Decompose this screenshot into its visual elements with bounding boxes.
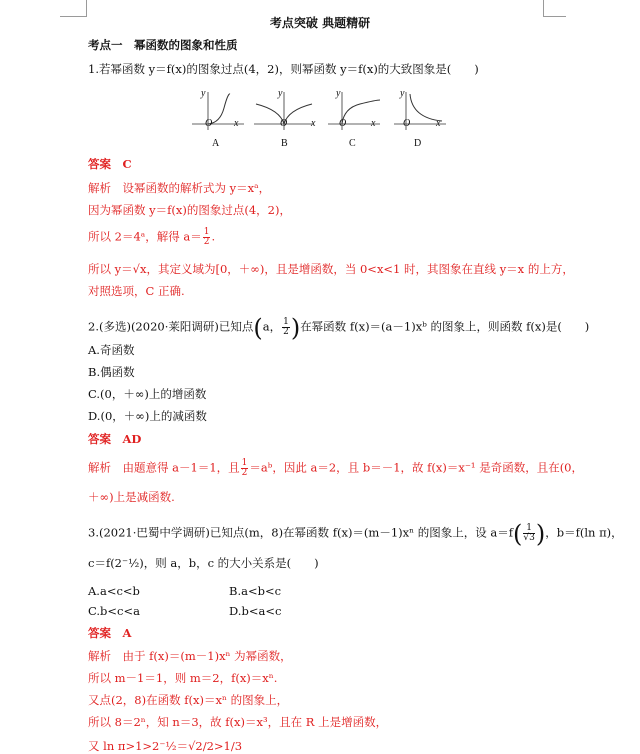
q2-solution-line-2: ＋∞)上是减函数.	[88, 490, 175, 504]
option-label-c: C	[349, 138, 356, 149]
q3-answer: 答案 A	[88, 626, 132, 640]
q2-sol-b: ＝aᵇ，因此 a＝2，且 b＝－1，故 f(x)＝x⁻¹ 是奇函数，且在(0，	[249, 460, 584, 475]
q1-stem: 1.若幂函数 y＝f(x)的图象过点(4，2)，则幂函数 y＝f(x)的大致图象是( )	[88, 62, 479, 76]
q2-choice-d: D.(0，＋∞)上的减函数	[88, 409, 207, 423]
q3-stem-b: ，b＝f(ln π)，	[545, 525, 623, 540]
q2-stem-b: 在幂函数 f(x)＝(a－1)xᵇ 的图象上，则函数 f(x)是( )	[300, 319, 590, 334]
q2-choice-c: C.(0，＋∞)上的增函数	[88, 387, 207, 401]
option-label-b: B	[281, 138, 288, 149]
q3-stem-line-2: c＝f(2⁻½)，则 a，b，c 的大小关系是( )	[88, 556, 319, 570]
q1-solution-line-1: 解析 设幂函数的解析式为 y＝xᵃ，	[88, 181, 271, 195]
q3-solution-line-3: 又点(2，8)在函数 f(x)＝xⁿ 的图象上，	[88, 693, 289, 707]
section-heading: 考点一 幂函数的图象和性质	[88, 38, 238, 52]
q3-solution-line-4: 所以 8＝2ⁿ，知 n＝3，故 f(x)＝x³，且在 R 上是增函数，	[88, 715, 388, 729]
q2-stem: 2.(多选)(2020·莱阳调研)已知点(a， $\frac{1}{2}$ )在幂函数 f(x)＝(a－1)xᵇ 的图象上，则函数 f(x)是( )	[88, 313, 590, 342]
q3-choice-b: B.a<b<c	[229, 584, 282, 598]
q2-answer: 答案 AD	[88, 432, 142, 446]
q3-choice-d: D.b<a<c	[229, 604, 282, 618]
graph-b-origin: O	[280, 118, 288, 129]
q1-solution-line-4: 所以 y＝√x，其定义域为[0，＋∞)，且是增函数，当 0<x<1 时，其图象在直线 y＝x 的上方，	[88, 262, 574, 276]
q3-solution-line-2: 所以 m－1＝1，则 m＝2，f(x)＝xⁿ.	[88, 671, 278, 685]
q2-sol-fraction: $\frac{1}{2}$	[241, 458, 248, 478]
option-label-a: A	[212, 138, 220, 149]
graph-a-origin: O	[205, 118, 213, 129]
graph-d-x-label: x	[436, 118, 441, 129]
graph-d-origin: O	[403, 118, 411, 129]
q2-choice-a: A.奇函数	[88, 343, 135, 357]
graph-c-y-label: y	[336, 88, 341, 99]
q3-stem-line-1: 3.(2021·巴蜀中学调研)已知点(m，8)在幂函数 f(x)＝(m－1)xⁿ 的图象上，设 a＝f( $\frac{1}{√3}$ )，b＝f(ln π)，	[88, 519, 623, 548]
q1-solution-line-2: 因为幂函数 y＝f(x)的图象过点(4，2)，	[88, 203, 291, 217]
q2-point-fraction: $\frac{1}{2}$	[283, 317, 289, 337]
q1-option-graphs	[190, 90, 450, 154]
page-title: 考点突破 典题精研	[269, 16, 371, 30]
graph-a-x-label: x	[234, 118, 239, 129]
q1-solution-line-3: 所以 2＝4ᵃ，解得 a＝ $\frac{1}{2}$ .	[88, 227, 216, 247]
option-label-d: D	[414, 138, 422, 149]
q3-choice-a: A.a<c<b	[88, 584, 140, 598]
q3-choice-c: C.b<c<a	[88, 604, 140, 618]
q1-solution-line-5: 对照选项，C 正确.	[88, 284, 185, 298]
q2-solution-line-1	[88, 459, 583, 478]
q3-stem-a: 3.(2021·巴蜀中学调研)已知点(m，8)在幂函数 f(x)＝(m－1)xⁿ 的图象上，设 a＝f	[88, 525, 514, 540]
graph-c-x-label: x	[371, 118, 376, 129]
q1-solution-line-3-text: 所以 2＝4ᵃ，解得 a＝	[88, 229, 202, 244]
q3-solution-line-5: 又 ln π>1>2⁻½＝√2/2>1/3	[88, 739, 243, 753]
graph-b-y-label: y	[278, 88, 283, 99]
q2-choice-b: B.偶函数	[88, 365, 135, 379]
q1-answer: 答案 C	[88, 157, 132, 171]
q2-sol-a: 解析 由题意得 a－1＝1，且	[88, 460, 240, 475]
graph-a-y-label: y	[201, 88, 206, 99]
graph-b-x-label: x	[311, 118, 316, 129]
q3-fraction: $\frac{1}{√3}$	[523, 523, 535, 543]
fraction-one-half: $\frac{1}{2}$	[203, 227, 210, 247]
q2-stem-a: 2.(多选)(2020·莱阳调研)已知点	[88, 319, 254, 334]
q3-solution-line-1: 解析 由于 f(x)＝(m－1)xⁿ 为幂函数，	[88, 649, 292, 663]
q2-point-a: a，	[262, 319, 282, 334]
graph-c-origin: O	[339, 118, 347, 129]
graph-d-y-label: y	[400, 88, 405, 99]
